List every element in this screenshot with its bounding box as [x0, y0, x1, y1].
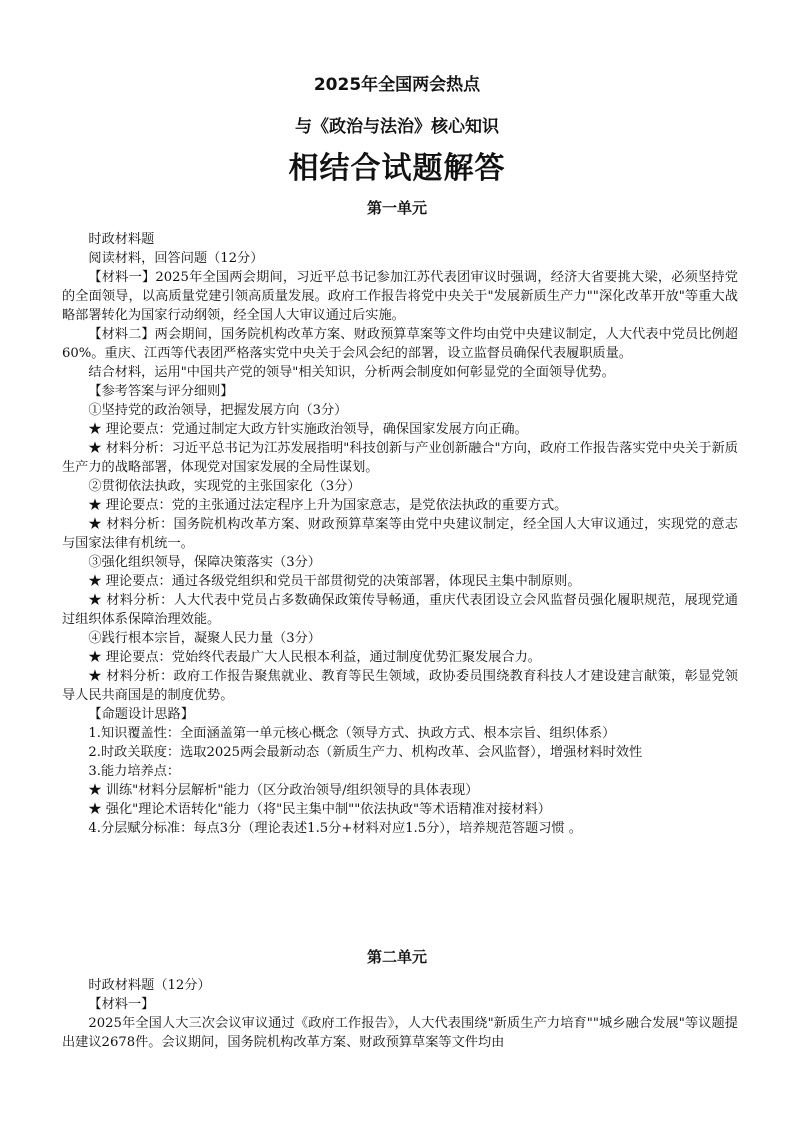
unit-2-heading: 第二单元 — [366, 948, 427, 966]
paragraph: ★ 理论要点：党通过制定大政方针实施政治领导，确保国家发展方向正确。 — [88, 422, 528, 437]
paragraph: 3.能力培养点： — [88, 764, 181, 779]
paragraph: 时政材料题（12分） — [88, 978, 211, 993]
paragraph: ★ 材料分析：政府工作报告聚焦就业、教育等民生领域，政协委员围绕教育科技人才建设建言献策，彰显党领导人民共商国是的制度优势。 — [62, 669, 738, 703]
unit-2-body — [62, 976, 738, 1052]
paragraph: 【材料二】两会期间，国务院机构改革方案、财政预算草案等文件均由党中央建议制定，人大代表中党员比例超60%。重庆、江西等代表团严格落实党中央关于会风会纪的部署，设立监督员确保代表履职质量。 — [62, 327, 738, 361]
paragraph: ★ 材料分析：人大代表中党员占多数确保政策传导畅通，重庆代表团设立会风监督员强化履职规范，展现党通过组织体系保障治理效能。 — [62, 593, 738, 627]
paragraph: 2.时政关联度：选取2025两会最新动态（新质生产力、机构改革、会风监督），增强材料时效性 — [88, 745, 643, 760]
unit-1-heading: 第一单元 — [366, 199, 427, 217]
paragraph: 1.知识覆盖性：全面涵盖第一单元核心概念（领导方式、执政方式、根本宗旨、组织体系） — [88, 726, 616, 741]
paragraph: ★ 训练"材料分层解析"能力（区分政治领导/组织领导的具体表现） — [88, 783, 479, 798]
paragraph: 时政材料题 — [88, 232, 155, 247]
paragraph: ★ 强化"理论术语转化"能力（将"民主集中制""依法执政"等术语精准对接材料） — [88, 802, 551, 817]
title-line-2: 与《政治与法治》核心知识 — [295, 117, 499, 137]
paragraph: ③强化组织领导，保障决策落实（3分） — [88, 555, 321, 570]
main-title: 相结合试题解答 — [288, 151, 506, 186]
paragraph: 【材料一】 — [88, 997, 155, 1012]
paragraph: 结合材料，运用"中国共产党的领导"相关知识，分析两会制度如何彰显党的全面领导优势。 — [88, 365, 615, 380]
paragraph: ★ 材料分析：习近平总书记为江苏发展指明"科技创新与产业创新融合"方向，政府工作报告落实党中央关于新质生产力的战略部署，体现党对国家发展的全局性谋划。 — [62, 441, 738, 475]
paragraph: ★ 材料分析：国务院机构改革方案、财政预算草案等由党中央建议制定，经全国人大审议通过，实现党的意志与国家法律有机统一。 — [62, 517, 738, 551]
paragraph: ①坚持党的政治领导，把握发展方向（3分） — [88, 403, 348, 418]
paragraph: 4.分层赋分标准：每点3分（理论表述1.5分+材料对应1.5分），培养规范答题习惯 。 — [88, 821, 582, 836]
paragraph: 【命题设计思路】 — [88, 707, 194, 722]
paragraph: 阅读材料，回答问题（12分） — [88, 251, 264, 266]
paragraph: ★ 理论要点：党始终代表最广大人民根本利益，通过制度优势汇聚发展合力。 — [88, 650, 541, 665]
paragraph: ★ 理论要点：党的主张通过法定程序上升为国家意志，是党依法执政的重要方式。 — [88, 498, 568, 513]
paragraph: 2025年全国人大三次会议审议通过《政府工作报告》，人大代表围绕"新质生产力培育""城乡融合发展"等议题提出建议2678件。会议期间，国务院机构改革方案、财政预算草案等文件均由 — [62, 1016, 738, 1050]
title-line-1: 2025年全国两会热点 — [313, 75, 481, 95]
paragraph: 【材料一】2025年全国两会期间，习近平总书记参加江苏代表团审议时强调，经济大省要挑大梁，必须坚持党的全面领导，以高质量党建引领高质量发展。政府工作报告将党中央关于"发展新质生产力""深化改革开放"等重大战略部署转化为国家行动纲领，经全国人大审议通过后实施。 — [62, 270, 738, 323]
paragraph: 【参考答案与评分细则】 — [88, 384, 234, 399]
paragraph: ②贯彻依法执政，实现党的主张国家化（3分） — [88, 479, 361, 494]
paragraph: ④践行根本宗旨，凝聚人民力量（3分） — [88, 631, 321, 646]
unit-1-body — [62, 230, 738, 838]
paragraph: ★ 理论要点：通过各级党组织和党员干部贯彻党的决策部署，体现民主集中制原则。 — [88, 574, 581, 589]
